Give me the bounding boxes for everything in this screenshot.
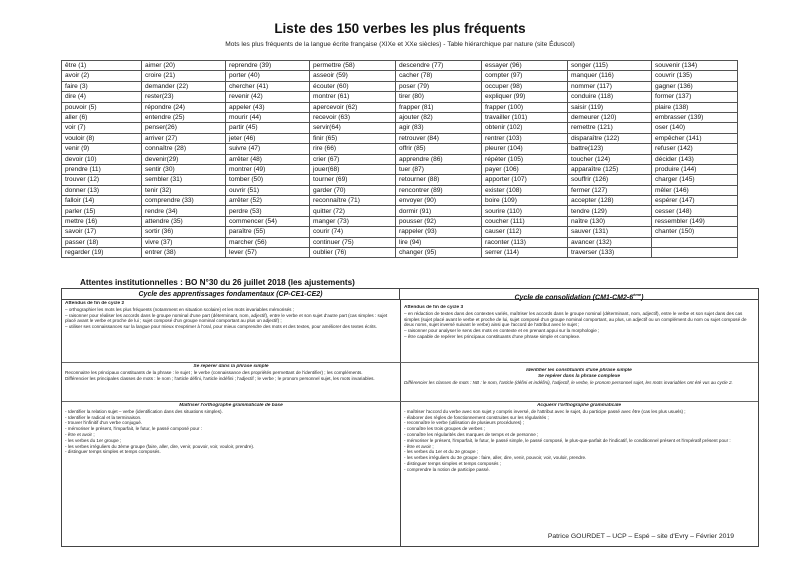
cycle2-orthographe-list [65, 409, 397, 455]
verb-cell: apporter (107) [482, 175, 568, 185]
list-item: Différencier les principales classes de mots : le nom ; l'article défini, l'article indéfini ; l'adjectif ; le verbe ; le pronom personnel sujet, les mots invariables. [65, 375, 375, 381]
verb-cell: offrir (85) [396, 144, 482, 154]
cycle3-header-end: ) [641, 294, 644, 302]
verb-cell: dire (4) [62, 92, 142, 102]
verb-cell: manquer (116) [568, 71, 652, 81]
verb-cell: oser (140) [652, 123, 738, 133]
table-row [62, 92, 738, 102]
verb-cell: tirer (80) [396, 92, 482, 102]
verb-cell: croire (21) [142, 71, 226, 81]
verb-cell: sortir (36) [142, 227, 226, 237]
verb-cell: retourner (88) [396, 175, 482, 185]
list-item: – raisonner pour analyser le sens des mots en contexte et en prenant appui sur la morphologie ; [404, 328, 600, 334]
cycle3-header-sup: ème [633, 292, 642, 297]
attentes-title: Attentes institutionnelles : BO N°30 du 26 juillet 2018 (les ajustements) [80, 278, 355, 287]
cycle2-orthographe-title: Maîtriser l'orthographe grammaticale de base [179, 403, 283, 408]
verb-cell: vivre (37) [142, 237, 226, 247]
verb-cell: payer (106) [482, 164, 568, 174]
verb-cell: répondre (24) [142, 102, 226, 112]
verb-cell: sentir (30) [142, 164, 226, 174]
verb-cell: mêler (146) [652, 185, 738, 195]
verb-cell: arrêter (52) [226, 196, 310, 206]
verb-cell: tomber (50) [226, 175, 310, 185]
verb-cell: tuer (87) [396, 164, 482, 174]
list-item: - mémoriser le présent, l'imparfait, le futur, le passé composé pour : [65, 426, 202, 432]
verb-cell: paraître (55) [226, 227, 310, 237]
table-row [62, 216, 738, 226]
table-row [62, 61, 738, 71]
verb-cell: frapper (100) [482, 102, 568, 112]
verb-cell: accepter (128) [568, 196, 652, 206]
verb-cell: remettre (121) [568, 123, 652, 133]
verb-cell: conduire (118) [568, 92, 652, 102]
verb-cell: tourner (69) [310, 175, 396, 185]
verb-cell: falloir (14) [62, 196, 142, 206]
cycle3-attendus-title: Attendus de fin de cycle 3 [404, 305, 464, 310]
cycle3-orthographe-title: Acquérir l'orthographe grammaticale [536, 403, 622, 408]
list-item: - les verbes irréguliers du 3e groupe : faire, aller, dire, venir, pouvoir, voir, vouloir, prendre. [404, 455, 587, 461]
verb-cell: pouvoir (5) [62, 102, 142, 112]
verb-cell: oublier (76) [310, 248, 396, 258]
verb-cell: mettre (16) [62, 216, 142, 226]
verb-cell: devoir (10) [62, 154, 142, 164]
verb-cell: songer (115) [568, 61, 652, 71]
verb-cell: agir (83) [396, 123, 482, 133]
cycle2-attendus [65, 301, 397, 361]
list-item: - être et avoir ; [404, 443, 434, 449]
table-row [62, 206, 738, 216]
verb-cell: montrer (61) [310, 92, 396, 102]
verb-cell: regarder (19) [62, 248, 142, 258]
verb-cell: penser(26) [142, 123, 226, 133]
verb-cell: changer (95) [396, 248, 482, 258]
page-title: Liste des 150 verbes les plus fréquents [274, 21, 526, 36]
verb-cell: embrasser (139) [652, 112, 738, 122]
verb-cell: travailler (101) [482, 112, 568, 122]
verb-cell: souvenir (134) [652, 61, 738, 71]
verb-cell: avoir (2) [62, 71, 142, 81]
verb-cell: reprendre (39) [226, 61, 310, 71]
table-row [62, 112, 738, 122]
list-item: - distinguer temps simples et temps composés. [65, 449, 161, 455]
cycle3-header-main: Cycle de consolidation (CM1-CM2-6 [514, 294, 634, 302]
cycle2-header: Cycle des apprentissages fondamentaux (CP-CE1-CE2) [62, 289, 400, 300]
verb-cell: manger (73) [310, 216, 396, 226]
verb-cell: produire (144) [652, 164, 738, 174]
page-subtitle: Mots les plus fréquents de la langue écrite française (XIXe et XXe siècles) - Table hiérarchique par nature (site Éduscol) [225, 41, 575, 48]
table-row [62, 175, 738, 185]
verb-cell: entrer (38) [142, 248, 226, 258]
verb-cell: devenir(29) [142, 154, 226, 164]
verb-cell: serrer (114) [482, 248, 568, 258]
verb-cell: cacher (78) [396, 71, 482, 81]
verb-cell: aimer (20) [142, 61, 226, 71]
verb-table [61, 60, 738, 258]
verb-cell: causer (112) [482, 227, 568, 237]
verb-cell: poser (79) [396, 81, 482, 91]
verb-cell: saisir (119) [568, 102, 652, 112]
verb-cell: ouvrir (51) [226, 185, 310, 195]
verb-cell: finir (65) [310, 133, 396, 143]
verb-cell: descendre (77) [396, 61, 482, 71]
verb-cell: mourir (44) [226, 112, 310, 122]
verb-cell: ressembler (149) [652, 216, 738, 226]
verb-cell: disparaître (122) [568, 133, 652, 143]
list-item: - Identifier la relation sujet – verbe (identification dans des situations simples). [65, 408, 223, 414]
verb-cell: rester(23) [142, 92, 226, 102]
verb-cell: attendre (35) [142, 216, 226, 226]
list-item: - Identifier le radical et la terminaison. [65, 414, 142, 420]
verb-cell: voir (7) [62, 123, 142, 133]
verb-cell: nommer (117) [568, 81, 652, 91]
table-row [62, 154, 738, 164]
verb-cell: reconnaître (71) [310, 196, 396, 206]
cycle3-phrase-title-1: Identifier les constituants d'une phrase simple [526, 368, 632, 373]
verb-cell: montrer (49) [226, 164, 310, 174]
verb-cell: former (137) [652, 92, 738, 102]
cycle3-attendus-list [404, 311, 754, 340]
verb-cell: ajouter (82) [396, 112, 482, 122]
verb-cell: comprendre (33) [142, 196, 226, 206]
table-row [62, 185, 738, 195]
list-item: - mémoriser le présent, l'imparfait, le futur, le passé simple, le passé composé, le plus-que-parfait de l'indicatif, le conditionnel présent et l'impératif présent pour : [404, 437, 731, 443]
verb-cell: tenir (32) [142, 185, 226, 195]
verb-cell: marcher (56) [226, 237, 310, 247]
verb-cell: frapper (81) [396, 102, 482, 112]
list-item: - connaître les trois groupes de verbes ; [404, 426, 485, 432]
verb-cell: faire (3) [62, 81, 142, 91]
verb-cell: rencontrer (89) [396, 185, 482, 195]
list-item: - élaborer des règles de fonctionnement construites sur les régularités ; [404, 414, 549, 420]
verb-cell: décider (143) [652, 154, 738, 164]
verb-cell: demeurer (120) [568, 112, 652, 122]
verb-cell: apercevoir (62) [310, 102, 396, 112]
verb-cell: savoir (17) [62, 227, 142, 237]
verb-cell: occuper (98) [482, 81, 568, 91]
verb-cell: servir(64) [310, 123, 396, 133]
verb-cell: jouer(68) [310, 164, 396, 174]
verb-cell: pleurer (104) [482, 144, 568, 154]
verb-cell: couvrir (135) [652, 71, 738, 81]
list-item: - comprendre la notion de participe passé. [404, 466, 490, 472]
list-item: Reconnaitre les principaux constituants de la phrase : le sujet ; le verbe (connaissance des propriétés permettant de l'identifier) ; les compléments. [65, 369, 363, 375]
list-item: – orthographier les mots les plus fréquents (notamment en situation scolaire) et les mots invariables mémorisés ; [65, 306, 295, 312]
verb-cell: refuser (142) [652, 144, 738, 154]
verb-cell: empêcher (141) [652, 133, 738, 143]
verb-cell: battre(123) [568, 144, 652, 154]
cycle3-phrase-list [404, 380, 754, 386]
verb-cell: arriver (27) [142, 133, 226, 143]
verb-cell: asseoir (59) [310, 71, 396, 81]
verb-cell: appeler (43) [226, 102, 310, 112]
list-item: - les verbes du 1er groupe ; [65, 437, 122, 443]
cycle3-orthographe-list [404, 409, 754, 473]
verb-cell: perdre (53) [226, 206, 310, 216]
verb-cell: demander (22) [142, 81, 226, 91]
list-item: – être capable de repérer les principaux constituants d'une phrase simple et complexe. [404, 333, 581, 339]
table-row [62, 71, 738, 81]
verb-cell: recevoir (63) [310, 112, 396, 122]
verb-cell: avancer (132) [568, 237, 652, 247]
list-item: – raisonner pour réaliser les accords dans le groupe nominal d'une part (déterminant, nom, adjectif), entre le verbe et son sujet d'autre part (cas simples : sujet placé avant le verbe et proche de lui ; sujet composé d'un groupe nominal comportant au plus un adjectif) ; [65, 312, 388, 324]
cycles-table [61, 288, 759, 547]
cycle3-attendus [404, 305, 754, 361]
list-item: - reconnaître le verbe (utilisation de plusieurs procédures) ; [404, 420, 525, 426]
verb-cell: écouter (60) [310, 81, 396, 91]
verb-cell: répéter (105) [482, 154, 568, 164]
cycle2-orthographe [65, 403, 397, 503]
verb-cell: connaître (28) [142, 144, 226, 154]
list-item: – utiliser ses connaissances sur la langue pour mieux s'exprimer à l'oral, pour mieux comprendre des mots et des textes, pour améliorer des textes écrits. [65, 324, 377, 330]
verb-cell: lever (57) [226, 248, 310, 258]
verb-cell: gagner (136) [652, 81, 738, 91]
list-item: - maîtriser l'accord du verbe avec son sujet y compris inversé, de l'attribut avec le sujet, du participe passé avec être (cas les plus usuels) ; [404, 408, 686, 414]
verb-cell: naître (130) [568, 216, 652, 226]
list-item: - distinguer temps simples et temps composés ; [404, 460, 502, 466]
verb-cell: aller (6) [62, 112, 142, 122]
list-item: Différencier les classes de mots : NB : le nom, l'article (défini et indéfini), l'adjectif, le verbe, le pronom personnel sujet, les mots invariables ont été vus au cycle 2. [404, 379, 733, 385]
table-row [62, 248, 738, 258]
verb-cell: prendre (11) [62, 164, 142, 174]
verb-cell: sourire (110) [482, 206, 568, 216]
list-item: - les verbes du 1er et du 2e groupe ; [404, 449, 479, 455]
table-row [62, 164, 738, 174]
cycle2-phrase [65, 364, 397, 400]
list-item: - être et avoir ; [65, 431, 95, 437]
verb-cell: plaire (138) [652, 102, 738, 112]
verb-cell: parler (15) [62, 206, 142, 216]
verb-cell: cesser (148) [652, 206, 738, 216]
verb-cell: traverser (133) [568, 248, 652, 258]
verb-cell: espérer (147) [652, 196, 738, 206]
verb-cell: fermer (127) [568, 185, 652, 195]
list-item: – en rédaction de textes dans des contextes variés, maîtriser les accords dans le groupe nominal (déterminant, nom, adjectif), entre le verbe et son sujet dans des cas simples (sujet placé avant le verbe et proche de lui, sujet composé d'un groupe nominal comportant, au plus, un adjectif ou un complément du nom ou sujet composé de deux noms, sujet inversé suivant le verbe) ainsi que l'accord de l'attribut avec le sujet ; [404, 310, 747, 328]
verb-cell: essayer (96) [482, 61, 568, 71]
verb-cell: exister (108) [482, 185, 568, 195]
list-item: - trouver l'infinitif d'un verbe conjugué. [65, 420, 143, 426]
cycle2-phrase-list [65, 370, 397, 382]
verb-cell: donner (13) [62, 185, 142, 195]
verb-cell: apparaître (125) [568, 164, 652, 174]
verb-cell: partir (45) [226, 123, 310, 133]
verb-cell: rentrer (103) [482, 133, 568, 143]
verb-cell: commencer (54) [226, 216, 310, 226]
verb-cell: rire (66) [310, 144, 396, 154]
verb-cell: courir (74) [310, 227, 396, 237]
column-divider [400, 300, 401, 546]
verb-cell: lire (94) [396, 237, 482, 247]
verb-cell: dormir (91) [396, 206, 482, 216]
table-row [62, 227, 738, 237]
verb-cell: continuer (75) [310, 237, 396, 247]
verb-cell: boire (109) [482, 196, 568, 206]
verb-cell: envoyer (90) [396, 196, 482, 206]
verb-cell: trouver (12) [62, 175, 142, 185]
verb-cell: venir (9) [62, 144, 142, 154]
verb-cell: rappeler (93) [396, 227, 482, 237]
verb-cell: raconter (113) [482, 237, 568, 247]
cycle3-phrase-title-2: Se repérer dans la phrase complexe [537, 373, 621, 379]
verb-cell: toucher (124) [568, 154, 652, 164]
footer-credit: Patrice GOURDET – UCP – Espé – site d'Evry – Février 2019 [547, 533, 734, 540]
verb-cell: être (1) [62, 61, 142, 71]
verb-cell: suivre (47) [226, 144, 310, 154]
table-row [62, 133, 738, 143]
verb-cell: compter (97) [482, 71, 568, 81]
verb-cell: retrouver (84) [396, 133, 482, 143]
row-divider-2 [62, 401, 758, 402]
verb-cell: arrêter (48) [226, 154, 310, 164]
cycle2-attendus-title: Attendus de fin de cycle 2 [65, 301, 125, 306]
cycle2-phrase-title: Se repérer dans la phrase simple [193, 364, 269, 369]
verb-cell [652, 248, 738, 258]
table-row [62, 196, 738, 206]
verb-cell: quitter (72) [310, 206, 396, 216]
table-row [62, 123, 738, 133]
verb-cell: chanter (150) [652, 227, 738, 237]
list-item: - les verbes irréguliers du 3ème groupe (faire, aller, dire, venir, pouvoir, voir, vouloir, prendre). [65, 443, 255, 449]
verb-cell: apprendre (86) [396, 154, 482, 164]
verb-cell: crier (67) [310, 154, 396, 164]
verb-cell: sembler (31) [142, 175, 226, 185]
verb-cell: coucher (111) [482, 216, 568, 226]
verb-cell: pousser (92) [396, 216, 482, 226]
verb-cell: jeter (46) [226, 133, 310, 143]
verb-cell: garder (70) [310, 185, 396, 195]
verb-cell: permettre (58) [310, 61, 396, 71]
verb-cell: tendre (129) [568, 206, 652, 216]
verb-cell: souffrir (126) [568, 175, 652, 185]
verb-cell: chercher (41) [226, 81, 310, 91]
verb-cell: passer (18) [62, 237, 142, 247]
table-row [62, 237, 738, 247]
verb-cell: revenir (42) [226, 92, 310, 102]
table-row [62, 102, 738, 112]
cycle3-header [400, 289, 758, 300]
table-row [62, 81, 738, 91]
verb-cell: vouloir (8) [62, 133, 142, 143]
list-item: - connaître les régularités des marques de temps et de personne ; [404, 431, 539, 437]
cycle3-orthographe [404, 403, 754, 543]
table-row [62, 144, 738, 154]
verb-cell [652, 237, 738, 247]
verb-cell: porter (40) [226, 71, 310, 81]
verb-cell: rendre (34) [142, 206, 226, 216]
cycle3-phrase [404, 368, 754, 400]
row-divider-1 [62, 362, 758, 363]
verb-cell: obtenir (102) [482, 123, 568, 133]
verb-cell: entendre (25) [142, 112, 226, 122]
cycle2-attendus-list [65, 307, 397, 330]
verb-cell: sauver (131) [568, 227, 652, 237]
verb-cell: expliquer (99) [482, 92, 568, 102]
verb-cell: charger (145) [652, 175, 738, 185]
